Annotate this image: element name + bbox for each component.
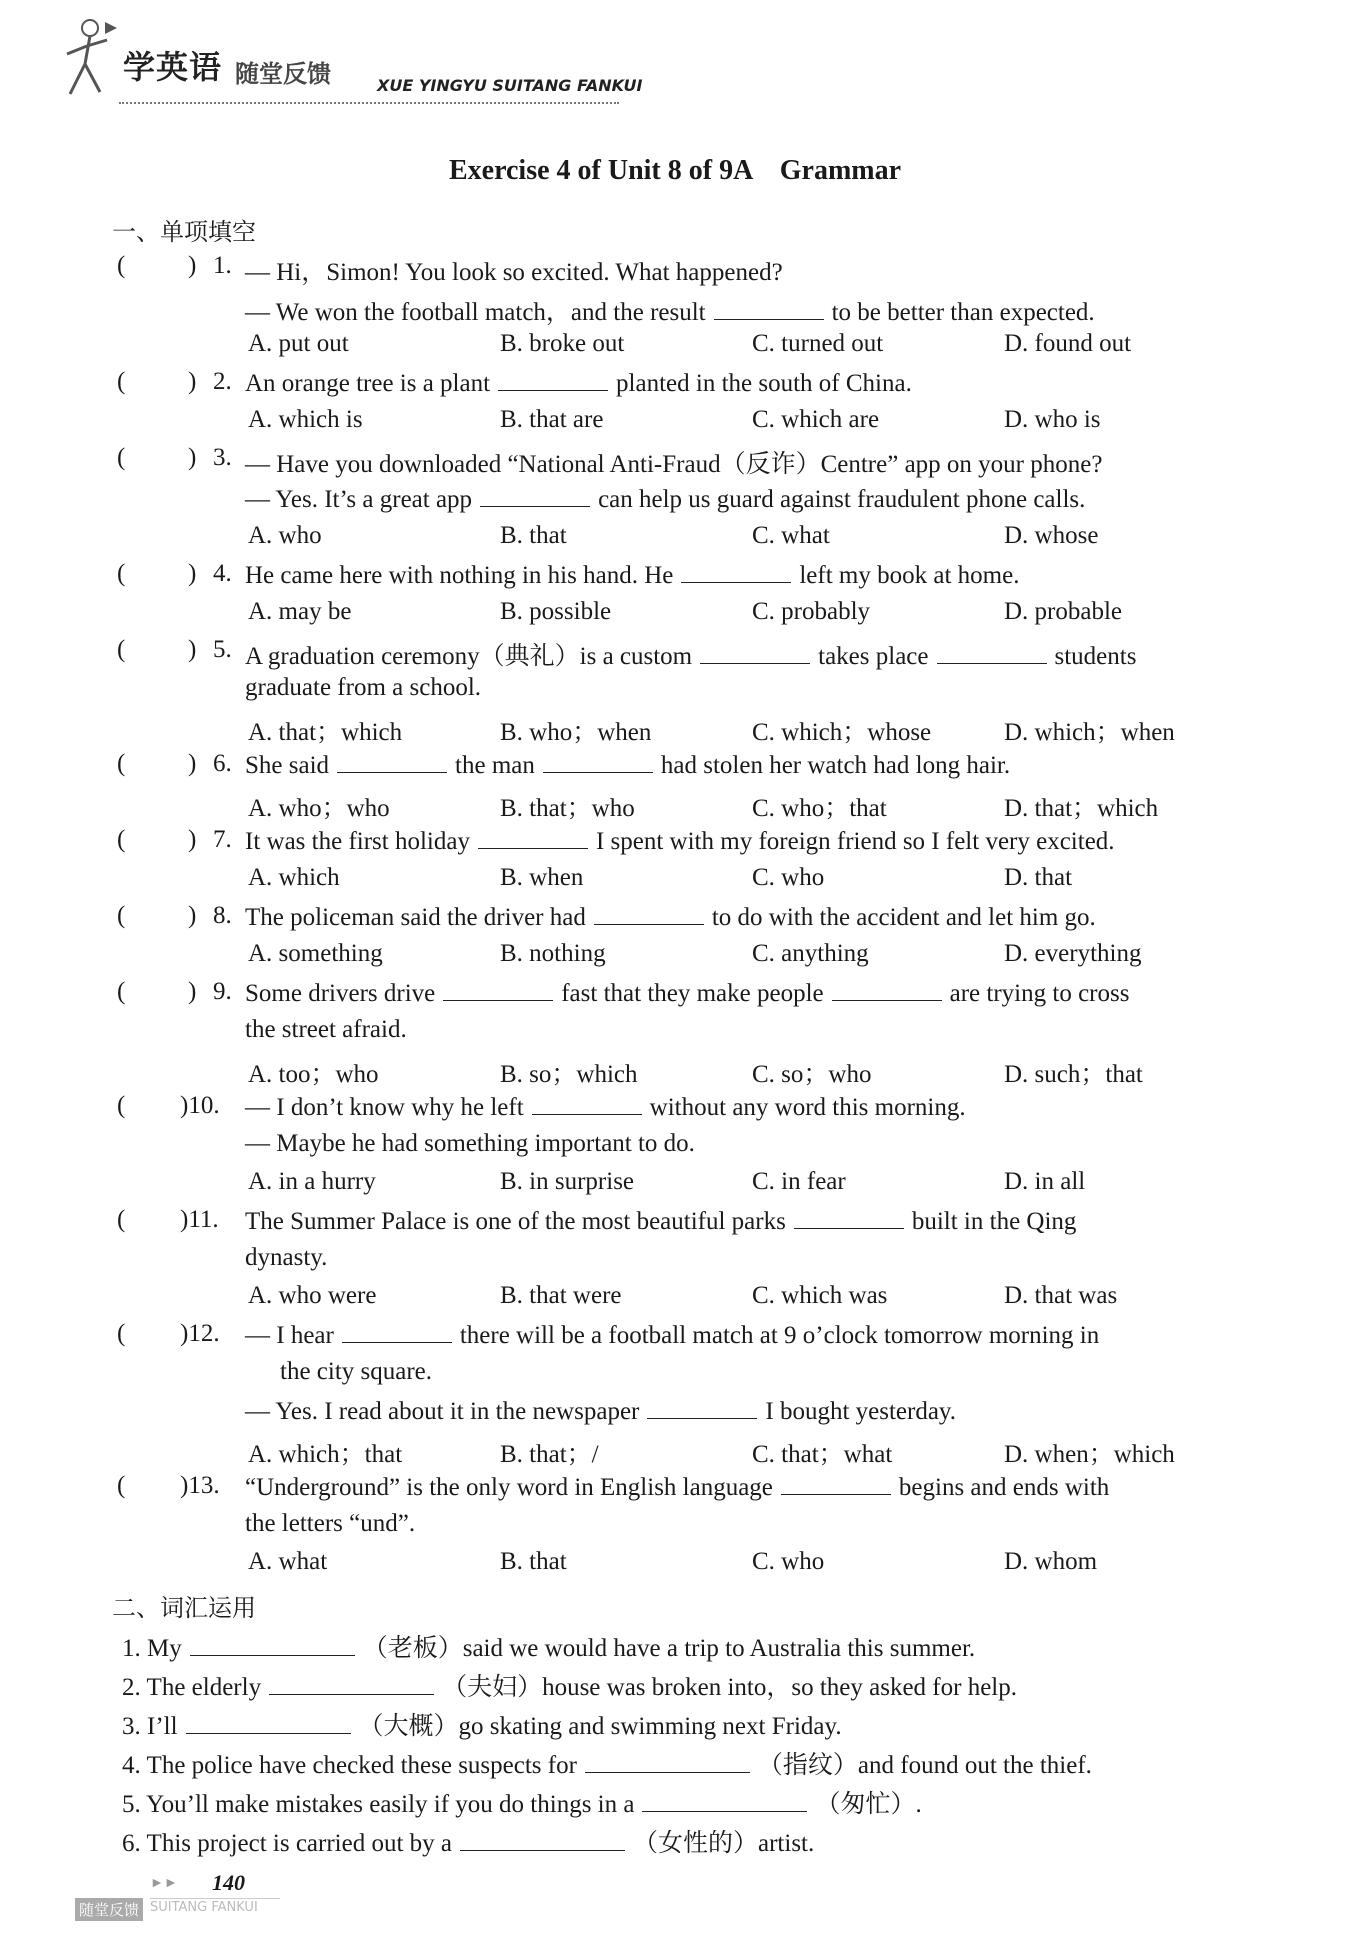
q3-number: 3. — [213, 444, 232, 471]
option: B. that；/ — [500, 1441, 599, 1468]
answer-paren: ) — [188, 826, 197, 853]
option: C. who；that — [752, 795, 887, 822]
footer-divider — [150, 1898, 280, 1899]
option: A. too；who — [248, 1061, 379, 1088]
option: D. when；which — [1004, 1441, 1175, 1468]
option: A. who；who — [248, 795, 390, 822]
q11-line2: dynasty. — [245, 1244, 328, 1271]
answer-paren: ) — [188, 368, 197, 395]
q7-number: 7. — [213, 826, 232, 853]
option: D. in all — [1004, 1168, 1086, 1195]
blank[interactable] — [832, 978, 942, 1001]
q1-number: 1. — [213, 252, 232, 279]
footer-label-pinyin: SUITANG FANKUI — [150, 1900, 258, 1915]
blank[interactable] — [585, 1750, 750, 1773]
q10-number: )10. — [180, 1092, 220, 1119]
q10-line: — I don’t know why he left without any word this morning. — [245, 1094, 966, 1121]
answer-paren: ) — [188, 252, 197, 279]
section2-title: 二、词汇运用 — [112, 1594, 256, 1622]
q2-number: 2. — [213, 368, 232, 395]
blank[interactable] — [342, 1320, 452, 1343]
blank[interactable] — [186, 1711, 351, 1734]
option: A. which is — [248, 406, 363, 433]
q12-line3: — Yes. I read about it in the newspaper I bought yesterday. — [245, 1398, 957, 1425]
q11-number: )11. — [180, 1206, 219, 1233]
q5-number: 5. — [213, 636, 232, 663]
option: A. who were — [248, 1282, 377, 1309]
option: B. who；when — [500, 719, 652, 746]
answer-paren: ) — [188, 636, 197, 663]
option: C. which；whose — [752, 719, 932, 746]
blank[interactable] — [781, 1472, 891, 1495]
answer-paren[interactable]: ( — [117, 560, 126, 587]
vocab-item: 5. You’ll make mistakes easily if you do things in a （匆忙）. — [122, 1791, 922, 1818]
q9-number: 9. — [213, 978, 232, 1005]
section1-title: 一、单项填空 — [112, 218, 256, 246]
option: C. in fear — [752, 1168, 846, 1195]
q8-line: The policeman said the driver had to do with the accident and let him go. — [245, 904, 1096, 931]
q4-number: 4. — [213, 560, 232, 587]
blank[interactable] — [647, 1396, 757, 1419]
option: C. so；who — [752, 1061, 872, 1088]
blank[interactable] — [594, 902, 704, 925]
vocab-item: 3. I’ll （大概）go skating and swimming next Friday. — [122, 1713, 842, 1740]
option: A. that；which — [248, 719, 403, 746]
q13-line2: the letters “und”. — [245, 1510, 416, 1537]
q10-line2: — Maybe he had something important to do. — [245, 1130, 695, 1157]
q12-number: )12. — [180, 1320, 220, 1347]
q9-line2: the street afraid. — [245, 1016, 407, 1043]
q4-line: He came here with nothing in his hand. He left my book at home. — [245, 562, 1020, 589]
option: B. nothing — [500, 940, 606, 967]
option: D. whose — [1004, 522, 1099, 549]
blank[interactable] — [269, 1672, 434, 1695]
option: B. broke out — [500, 330, 625, 357]
q5-line2: graduate from a school. — [245, 674, 482, 701]
option: B. when — [500, 864, 584, 891]
answer-paren[interactable]: ( — [117, 1472, 126, 1499]
option: B. that — [500, 1548, 567, 1575]
option: A. something — [248, 940, 383, 967]
q5-line: A graduation ceremony（典礼）is a custom takes place students — [245, 643, 1137, 670]
blank[interactable] — [337, 750, 447, 773]
header-pinyin: XUE YINGYU SUITANG FANKUI — [377, 76, 643, 95]
option: A. in a hurry — [248, 1168, 376, 1195]
blank[interactable] — [681, 560, 791, 583]
answer-paren: ) — [188, 978, 197, 1005]
answer-paren[interactable]: ( — [117, 1320, 126, 1347]
header-title: 学英语 — [123, 48, 223, 86]
blank[interactable] — [532, 1092, 642, 1115]
blank[interactable] — [642, 1789, 807, 1812]
answer-paren[interactable]: ( — [117, 1092, 126, 1119]
answer-paren[interactable]: ( — [117, 902, 126, 929]
option: A. which；that — [248, 1441, 403, 1468]
header-divider — [119, 102, 619, 104]
q8-number: 8. — [213, 902, 232, 929]
blank[interactable] — [714, 297, 824, 320]
option: D. that；which — [1004, 795, 1159, 822]
option: A. which — [248, 864, 340, 891]
option: C. who — [752, 864, 825, 891]
q12-line: — I hear there will be a football match at 9 o’clock tomorrow morning in — [245, 1322, 1100, 1349]
blank[interactable] — [460, 1828, 625, 1851]
option: C. what — [752, 522, 830, 549]
arrow-icon: ►► — [150, 1876, 178, 1891]
option: D. that — [1004, 864, 1073, 891]
option: C. turned out — [752, 330, 884, 357]
blank[interactable] — [543, 750, 653, 773]
answer-paren[interactable]: ( — [117, 368, 126, 395]
vocab-item: 4. The police have checked these suspects for （指纹）and found out the thief. — [122, 1752, 1092, 1779]
vocab-item: 6. This project is carried out by a （女性的）artist. — [122, 1830, 815, 1857]
option: D. found out — [1004, 330, 1132, 357]
option: D. who is — [1004, 406, 1101, 433]
vocab-item: 2. The elderly （夫妇）house was broken into，so they asked for help. — [122, 1674, 1017, 1701]
answer-paren[interactable]: ( — [117, 252, 126, 279]
blank[interactable] — [480, 484, 590, 507]
blank[interactable] — [937, 641, 1047, 664]
option: D. that was — [1004, 1282, 1118, 1309]
runner-figure-icon — [55, 14, 125, 114]
blank[interactable] — [498, 368, 608, 391]
q11-line: The Summer Palace is one of the most beautiful parks built in the Qing — [245, 1208, 1077, 1235]
q9-line: Some drivers drive fast that they make people are trying to cross — [245, 980, 1130, 1007]
answer-paren[interactable]: ( — [117, 978, 126, 1005]
option: B. so；which — [500, 1061, 638, 1088]
option: A. who — [248, 522, 322, 549]
blank[interactable] — [700, 641, 810, 664]
answer-paren: ) — [188, 560, 197, 587]
answer-paren: ) — [188, 444, 197, 471]
option: D. probable — [1004, 598, 1123, 625]
blank[interactable] — [478, 826, 588, 849]
option: B. in surprise — [500, 1168, 635, 1195]
option: A. what — [248, 1548, 328, 1575]
option: B. possible — [500, 598, 612, 625]
header-subtitle: 随堂反馈 — [235, 60, 331, 88]
answer-paren[interactable]: ( — [117, 636, 126, 663]
option: C. anything — [752, 940, 869, 967]
q12-line2: the city square. — [280, 1358, 433, 1385]
option: B. that — [500, 522, 567, 549]
q3-line2: — Yes. It’s a great app can help us guard against fraudulent phone calls. — [245, 486, 1086, 513]
answer-paren[interactable]: ( — [117, 750, 126, 777]
option: B. that；who — [500, 795, 635, 822]
exercise-title: Exercise 4 of Unit 8 of 9A Grammar — [448, 155, 902, 186]
page-number: 140 — [212, 1870, 245, 1895]
answer-paren[interactable]: ( — [117, 1206, 126, 1233]
option: D. which；when — [1004, 719, 1175, 746]
q3-line: — Have you downloaded “National Anti-Fraud（反诈）Centre” app on your phone? — [245, 451, 1103, 478]
option: D. such；that — [1004, 1061, 1143, 1088]
blank[interactable] — [794, 1206, 904, 1229]
option: A. may be — [248, 598, 352, 625]
answer-paren[interactable]: ( — [117, 826, 126, 853]
option: C. which was — [752, 1282, 888, 1309]
q6-number: 6. — [213, 750, 232, 777]
option: C. probably — [752, 598, 871, 625]
blank[interactable] — [443, 978, 553, 1001]
q1-line2: — We won the football match，and the result to be better than expected. — [245, 299, 1095, 326]
option: B. that are — [500, 406, 604, 433]
q13-line: “Underground” is the only word in English language begins and ends with — [245, 1474, 1110, 1501]
blank[interactable] — [190, 1633, 355, 1656]
option: C. which are — [752, 406, 880, 433]
answer-paren[interactable]: ( — [117, 444, 126, 471]
option: A. put out — [248, 330, 349, 357]
answer-paren: ) — [188, 902, 197, 929]
option: D. everything — [1004, 940, 1142, 967]
q6-line: She said the man had stolen her watch had long hair. — [245, 752, 1011, 779]
q2-line: An orange tree is a plant planted in the south of China. — [245, 370, 912, 397]
vocab-item: 1. My （老板）said we would have a trip to Australia this summer. — [122, 1635, 976, 1662]
footer-label: 随堂反馈 — [75, 1898, 143, 1921]
q1-line: — Hi，Simon! You look so excited. What happened? — [245, 259, 783, 286]
option: C. that；what — [752, 1441, 893, 1468]
option: B. that were — [500, 1282, 622, 1309]
option: C. who — [752, 1548, 825, 1575]
answer-paren: ) — [188, 750, 197, 777]
page-header — [55, 14, 675, 114]
q7-line: It was the first holiday I spent with my foreign friend so I felt very excited. — [245, 828, 1115, 855]
option: D. whom — [1004, 1548, 1098, 1575]
q13-number: )13. — [180, 1472, 220, 1499]
